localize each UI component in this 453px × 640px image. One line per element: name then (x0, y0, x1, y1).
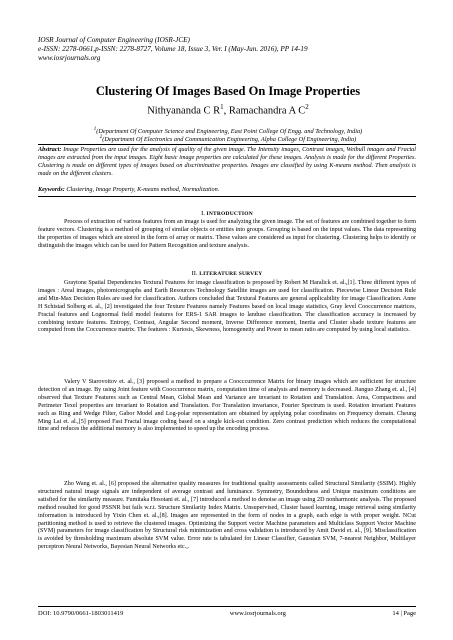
paragraph: Zho Wang et. al., [6] proposed the alternative quality measures for traditional quality assessments called Structural Similarity (SSIM). Highly structured natural image signals are independent of average contrast and luminance. Symmetry, Boundedness and Unique maximum conditions are satisfied for the similarity measure. Fumitaka Hosotani et. al., [7] introduced a method to denoise an image using 2D nonharmonic analysis. The proposed method resulted for good PSSNR but fails w.r.t. Structure Similarity Index Matrix. Unsupervised, Cluster based learning, image retrieval using similarity information is introduced by Yixin Chen et. al.,[8]. Images are represented in the form of nodes in a graph, each edge is with proper weight. NCut partitioning method is used to retrieve the clustered images. Optimizing the Support vector Machine parameters and Multiclass Support Vector Machine (SVM) parameters for image classification by Structural risk minimization and cross validation is introduced by Amit David et. al., [9]. Misclassification is avoided by thresholding maximum absolute SVM value. Error rate is tabulated for Linear Classifier, Gaussian SVM, 7-nearest Neighbor, Multilayer perceptron Neural Networks, Bayesian Neural Networks etc.,. (38, 481, 416, 551)
keywords-text: Clustering, Image Property, K-means method, Normalization. (64, 186, 220, 193)
section-title: LITERATURE SURVEY (199, 271, 263, 277)
affiliation-mark: 1 (93, 127, 97, 132)
paragraph: Valery V Starovoitov et. al., [3] proposed a method to prepare a Coocccurrence Matrix for binary images which are sufficient for structure detection of an image. By using Joint feature with Cooccurrence matrix, computation time of analysis and memory is decreased. Jianguo Zhang et. al., [4] observed that Texture Features such as Central Mean, Global Mean and Variance are invariant to Rotation and Translation. Area, Compactness and Perimeter Texel properties are invariant to Rotation and Translation. For Translation invariance, Fourier Spectrum is used. Rotation invariant Features such as Ring and Wedge Filter, Gabor Model and Log-polar representation are obtained by applying polar coordinates on Frequency domain. Cheung Ming Lai et. al.,[5] proposed Fast Fractal image coding based on a single kick-out condition. Zero contrast prediction which reduces the computational time and reduces the additional memory is also implemented to speed up the encoding process. (38, 379, 416, 433)
author-affiliation-mark: 2 (305, 103, 309, 111)
divider-rule (38, 196, 416, 197)
affiliation (38, 134, 418, 144)
abstract-label: Abstract: (38, 146, 62, 153)
footer-page-number: 14 | Page (392, 610, 416, 617)
footer-doi: DOI: 10.9790/0661-1803011419 (38, 610, 124, 617)
author-name: Nithyananda C R (147, 105, 221, 117)
abstract (38, 146, 416, 178)
journal-name: IOSR Journal of Computer Engineering (IOSR-JCE) (38, 36, 190, 44)
section-number: I. (201, 210, 205, 217)
issn-line: e-ISSN: 2278-0661,p-ISSN: 2278-8727, Volume 18, Issue 3, Ver. I (May-Jun. 2016), PP 14-19 (38, 45, 308, 53)
section-heading-introduction (38, 210, 416, 217)
affiliation-text: (Department Of Computer Science and Engineering, East Point College Of Engg. and Technology, India) (96, 128, 363, 136)
author-line (38, 103, 418, 117)
section-number: II. (191, 270, 198, 277)
section-title: INTRODUCTION (206, 211, 253, 217)
paragraph: Process of extraction of various features from an image is used for analyzing the given image. The set of features are combined together to form feature vectors. Clustering is a method of grouping of similar objects or entities into groups. Grouping is based on the input values. The data representing the properties of images which are stored in the form of array or matrix. These values are considered as input for clustering. Clustering helps to identify or distinguish the images which can be used for Pattern Recognition and texture analysis. (38, 219, 416, 249)
keywords (38, 186, 416, 194)
divider-rule (38, 144, 416, 145)
author-name: , Ramachandra A C (223, 105, 306, 117)
journal-header (38, 36, 418, 63)
footer-website[interactable]: www.iosrjournals.org (229, 610, 286, 617)
affiliation-text: (Department Of Electronics and Communication Engineering, Alpha College Of Engineering, India) (102, 136, 357, 144)
keywords-label: Keywords: (38, 186, 65, 193)
footer-rule (38, 606, 416, 607)
journal-website[interactable]: www.iosrjournals.org (38, 54, 101, 62)
author-affiliation-mark: 1 (220, 103, 224, 111)
affiliation-mark: 2 (99, 135, 103, 140)
page-footer (38, 610, 416, 617)
section-heading-literature-survey (38, 270, 416, 277)
paragraph: Graytone Spatial Dependencies Textural Features for image classification is proposed by Robert M Haralick et. al.,[1]. Three different types of images : Areal images, photomicrographs and Earth Resources Technology Satellite images are used for classification. Piecewise Linear Decision Rule and Min-Max Decision Rules are used for classification. Authors concluded that Textural Features are general applicability for image Classification. Anne H Schistad Solberg et. al., [2] investigated the four Texture Features namely Features based on local image statistics, Gray level Cooccurrence matrices, Fractal features and Lognormal field model features for ERS-1 SAR images to landuse classification. The classification accuracy is increased by combining texture features. Entropy, Contrast, Angular Second moment, Inverse Difference moment, Inertia and Cluster shade texture features are computed from the Coccurrence matrix. The features : Kurtosis, Skewness, homogeneity and Power to mean ratio are computed by using local statistics. (38, 280, 416, 334)
abstract-text: Image Properties are used for the analysis of quality of the given image. The Intensity images, Contrast images, Weibull images and Fractal images are extracted from the input images. Eight basic image properties are calculated for these images. Analysis is made for the different Properties. Clustering is made on different types of images based on discriminative properties. Images are classified by using K-means method. Then analysis is made on the different clusters. (38, 146, 416, 177)
paper-title: Clustering Of Images Based On Image Properties (95, 84, 361, 98)
